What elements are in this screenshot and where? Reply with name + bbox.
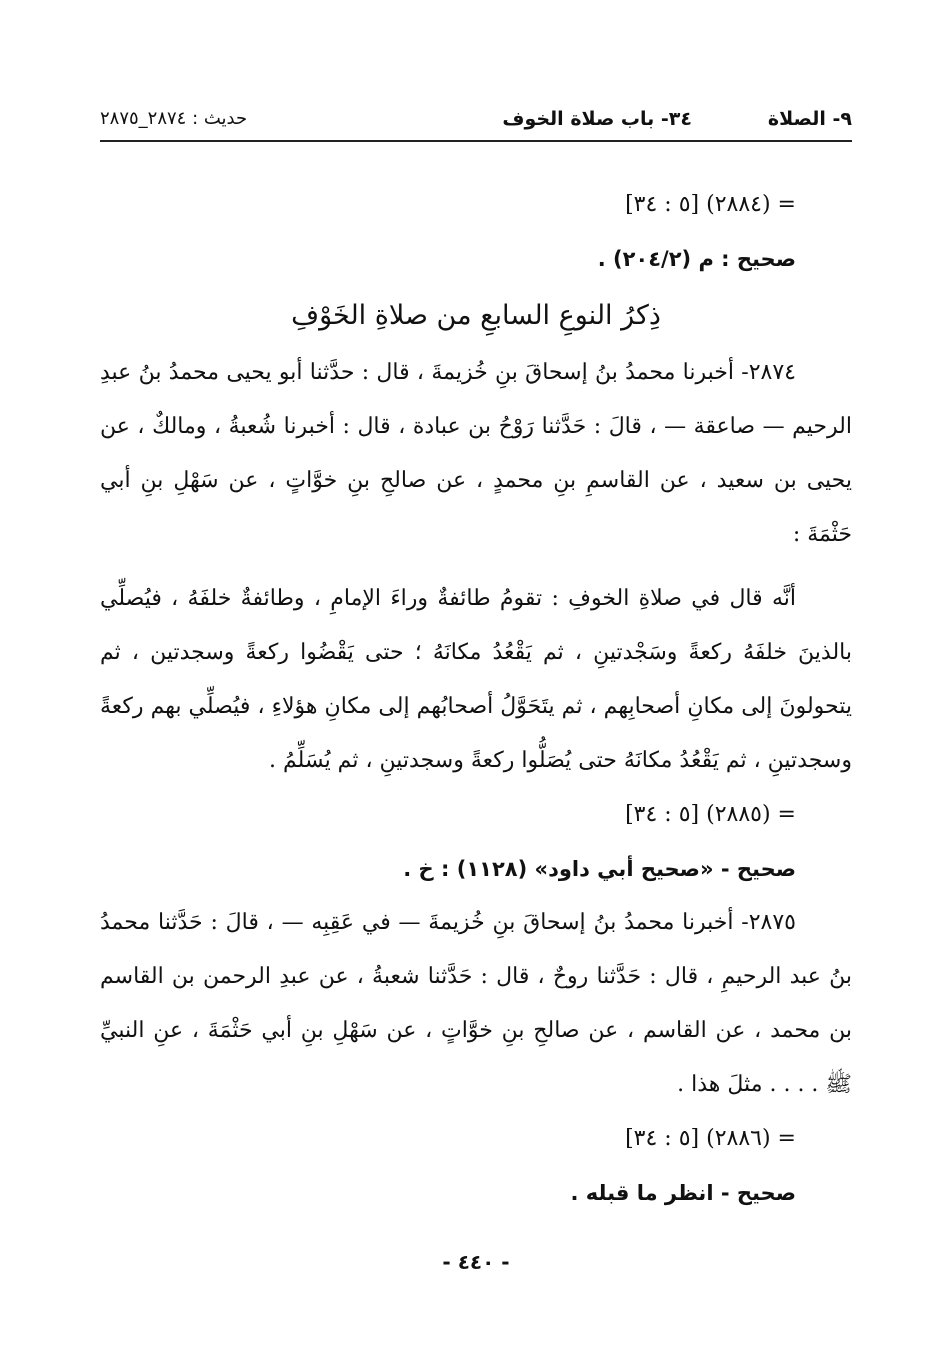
hadith-2875-grade: صحيح - انظر ما قبله . bbox=[570, 1181, 796, 1205]
bab-title: ٣٤- باب صلاة الخوف bbox=[502, 108, 692, 130]
running-header bbox=[100, 104, 852, 140]
prev-hadith-reference: = (٢٨٨٤) [٥ : ٣٤] bbox=[625, 192, 796, 217]
header-divider bbox=[100, 140, 852, 142]
hadith-range: حديث : ٢٨٧٤_٢٨٧٥ bbox=[100, 108, 248, 129]
chapter-title: ٩- الصلاة bbox=[767, 108, 852, 130]
page-body bbox=[100, 178, 852, 1220]
page-number: - ٤٤٠ - bbox=[442, 1250, 510, 1274]
hadith-2874-isnad: ٢٨٧٤- أخبرنا محمدُ بنُ إسحاقَ بنِ خُزيمةَ ، قال : حدَّثنا أبو يحيى محمدُ بنُ عبدِ الرحيم — صاعقة — ، قالَ : حَدَّثنا رَوْحُ بن عبادة ، قال : أخبرنا شُعبةُ ، ومالكٌ ، عن يحيى بن سعيد ، عن القاسمِ بنِ محمدٍ ، عن صالحِ بنِ خوَّاتٍ ، عن سَهْلِ بنِ أبي حَثْمَةَ : bbox=[100, 360, 852, 547]
section-heading: ذِكرُ النوعِ السابعِ من صلاةِ الخَوْفِ bbox=[291, 300, 661, 331]
hadith-2875-isnad: ٢٨٧٥- أخبرنا محمدُ بنُ إسحاقَ بنِ خُزيمةَ — في عَقِبِه — ، قالَ : حَدَّثنا محمدُ بنُ عبد الرحيمِ ، قال : حَدَّثنا روحٌ ، قال : حَدَّثنا شعبةُ ، عن عبدِ الرحمن بن القاسم بن محمد ، عن القاسم ، عن صالحِ بنِ خوَّاتٍ ، عن سَهْلِ بنِ أبي حَثْمَةَ ، عنِ النبيِّ ﷺ . . . . مثلَ هذا . bbox=[100, 910, 852, 1097]
prev-hadith-grade: صحيح : م (٢٠٤/٢) . bbox=[597, 247, 796, 271]
hadith-2874-matn: أنَّه قال في صلاةِ الخوفِ : تقومُ طائفةٌ وراءَ الإمامِ ، وطائفةٌ خلفَهُ ، فيُصلِّي بالذينَ خلفَهُ ركعةً وسَجْدتينِ ، ثم يَقْعُدُ مكانَهُ ؛ حتى يَقْضُوا ركعةً وسجدتين ، ثم يتحولونَ إلى مكانِ أصحابِهم ، ثم يتَحَوَّلُ أصحابُهم إلى مكانِ هؤلاءِ ، فيُصلِّي بهم ركعةً وسجدتينِ ، ثم يَقْعُدُ مكانَهُ حتى يُصَلُّوا ركعةً وسجدتينِ ، ثم يُسَلِّمُ . bbox=[100, 586, 852, 773]
hadith-2875-reference: = (٢٨٨٦) [٥ : ٣٤] bbox=[625, 1126, 796, 1151]
hadith-2874-grade: صحيح - «صحيح أبي داود» (١١٢٨) : خ . bbox=[403, 857, 796, 881]
hadith-2874-reference: = (٢٨٨٥) [٥ : ٣٤] bbox=[625, 802, 796, 827]
